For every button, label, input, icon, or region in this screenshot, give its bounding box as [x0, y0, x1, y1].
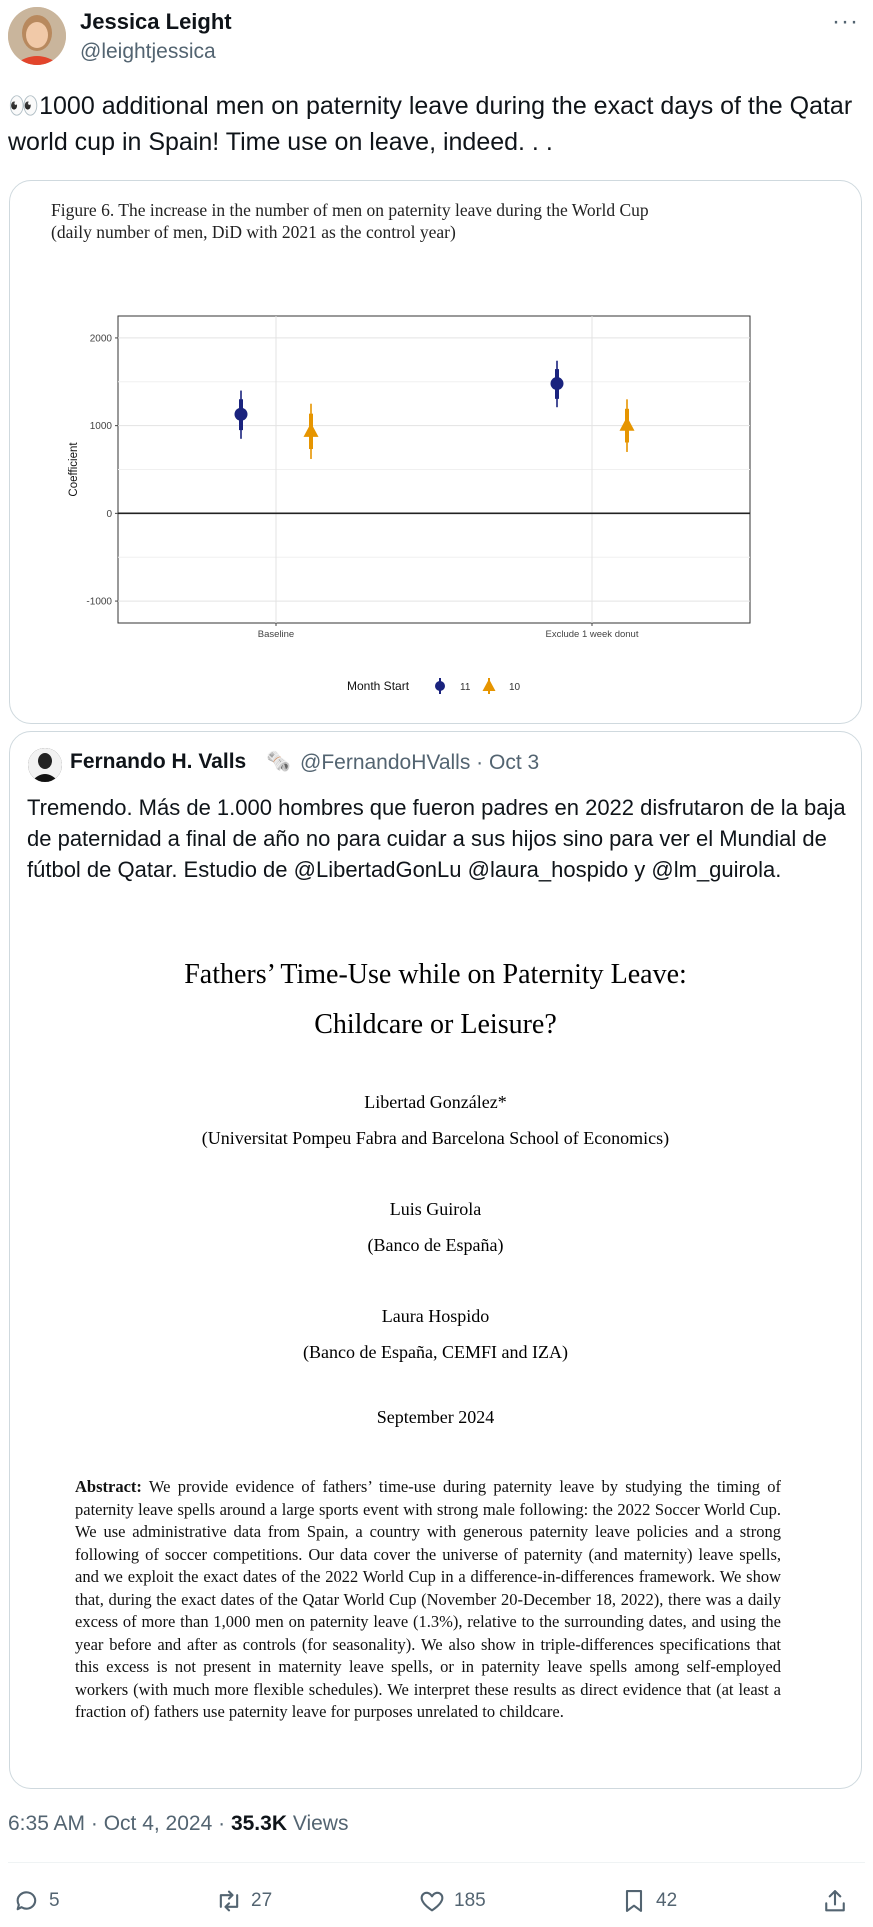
tweet-timestamp[interactable]: 6:35 AM · Oct 4, 2024 · — [8, 1812, 231, 1835]
views-label: Views — [287, 1812, 349, 1835]
paper-title — [10, 950, 861, 1050]
quoted-author-avatar — [28, 748, 62, 782]
abstract-label: Abstract: — [75, 1477, 142, 1496]
bookmark-count: 42 — [656, 1890, 678, 1911]
paper-affiliation-1: (Universitat Pompeu Fabra and Barcelona School of Economics) — [201, 1128, 670, 1148]
like-button[interactable] — [418, 1887, 486, 1915]
paper-author-2: Luis Guirola — [389, 1199, 482, 1219]
paper-affiliation-3: (Banco de España, CEMFI and IZA) — [303, 1342, 568, 1362]
quoted-author-name: Fernando H. Valls — [70, 750, 247, 773]
legend-label: 11 — [460, 682, 471, 693]
image-card[interactable] — [9, 180, 862, 724]
y-tick-label: 0 — [106, 508, 112, 520]
repost-count: 27 — [251, 1890, 273, 1911]
paper-title-line1: Fathers’ Time-Use while on Paternity Leave: — [184, 959, 687, 990]
share-icon — [821, 1887, 849, 1915]
paper-author-3: Laura Hospido — [381, 1306, 490, 1326]
quoted-tweet-card[interactable] — [9, 731, 862, 1789]
legend-label: 10 — [509, 682, 521, 693]
abstract-text: We provide evidence of fathers’ time-use during paternity leave by studying the timing of paternity leave spells around a large sports event with strong male following: the 2022 Soccer World Cup. We use administrative data from Spain, a country with generous paternity leave policies and a strong following of soccer competitions. Our data cover the universe of paternity (and maternity) leave spells, and we exploit the exact dates of the 2022 World Cup in a difference-in-differences framework. We show that, during the exact dates of the Qatar World Cup (November 20-December 18, 2022), there was a daily excess of more than 1,000 men on paternity leave (1.3%), relative to the surrounding dates, and using the year before and after as controls (for seasonality). We also show in triple-differences specifications that this excess is not present in maternity leave spells, or in paternity leave spells among self-employed workers (with much more flexible schedules). We interpret these results as direct evidence that (at least a fraction of) fathers use paternity leave for purposes unrelated to childcare. — [75, 1477, 781, 1721]
figure-caption-line2: (daily number of men, DiD with 2021 as the control year) — [51, 222, 456, 242]
y-tick-label: 2000 — [89, 333, 112, 345]
tweet-text: 👀1000 additional men on paternity leave during the exact days of the Qatar world cup in Spain! Time use on leave, indeed. . . — [8, 92, 853, 156]
views-count: 35.3K — [230, 1812, 287, 1835]
reply-icon — [13, 1887, 41, 1915]
repost-button[interactable] — [215, 1887, 272, 1915]
paper-date: September 2024 — [376, 1407, 495, 1427]
legend-title: Month Start — [347, 679, 410, 693]
newspaper-emoji: 🗞️ — [266, 751, 291, 773]
author-handle[interactable]: @leightjessica — [80, 40, 216, 63]
quoted-tweet-text: Tremendo. Más de 1.000 hombres que fueron padres en 2022 disfrutaron de la baja de paternidad a final de año no para cuidar a sus hijos sino para ver el Mundial de fútbol de Qatar. Estudio de @LibertadGonLu @laura_hospido y @lm_guirola. — [27, 795, 846, 882]
data-point-circle — [551, 377, 564, 390]
paper-title-line2: Childcare or Leisure? — [314, 1009, 557, 1040]
paper-abstract — [75, 1476, 781, 1724]
data-point-circle — [235, 408, 248, 421]
x-tick-label: Baseline — [257, 629, 295, 640]
more-options-icon[interactable]: ··· — [832, 8, 859, 35]
y-axis-label: Coefficient — [68, 442, 80, 497]
quoted-handle-date: @FernandoHValls · Oct 3 — [300, 751, 540, 774]
paper-author-1: Libertad González* — [364, 1092, 507, 1112]
author-avatar[interactable] — [8, 7, 66, 65]
figure-caption-line1: Figure 6. The increase in the number of men on paternity leave during the World Cup — [51, 200, 649, 220]
tweet-meta — [8, 1812, 348, 1836]
repost-icon — [215, 1887, 243, 1915]
bookmark-icon — [620, 1887, 648, 1915]
y-tick-label: 1000 — [89, 421, 112, 433]
legend-key-circle — [435, 681, 445, 691]
y-tick-label: -1000 — [86, 596, 112, 608]
x-tick-label: Exclude 1 week donut — [545, 629, 639, 640]
coefficient-chart — [10, 181, 861, 723]
reply-count: 5 — [49, 1890, 60, 1911]
like-count: 185 — [454, 1890, 486, 1911]
divider — [8, 1862, 865, 1863]
author-name[interactable]: Jessica Leight — [80, 9, 232, 34]
legend-key-triangle — [483, 679, 496, 691]
bookmark-button[interactable] — [620, 1887, 677, 1915]
paper-affiliation-2: (Banco de España) — [367, 1235, 504, 1255]
share-button[interactable] — [821, 1887, 849, 1915]
heart-icon — [418, 1887, 446, 1915]
reply-button[interactable] — [13, 1887, 60, 1915]
